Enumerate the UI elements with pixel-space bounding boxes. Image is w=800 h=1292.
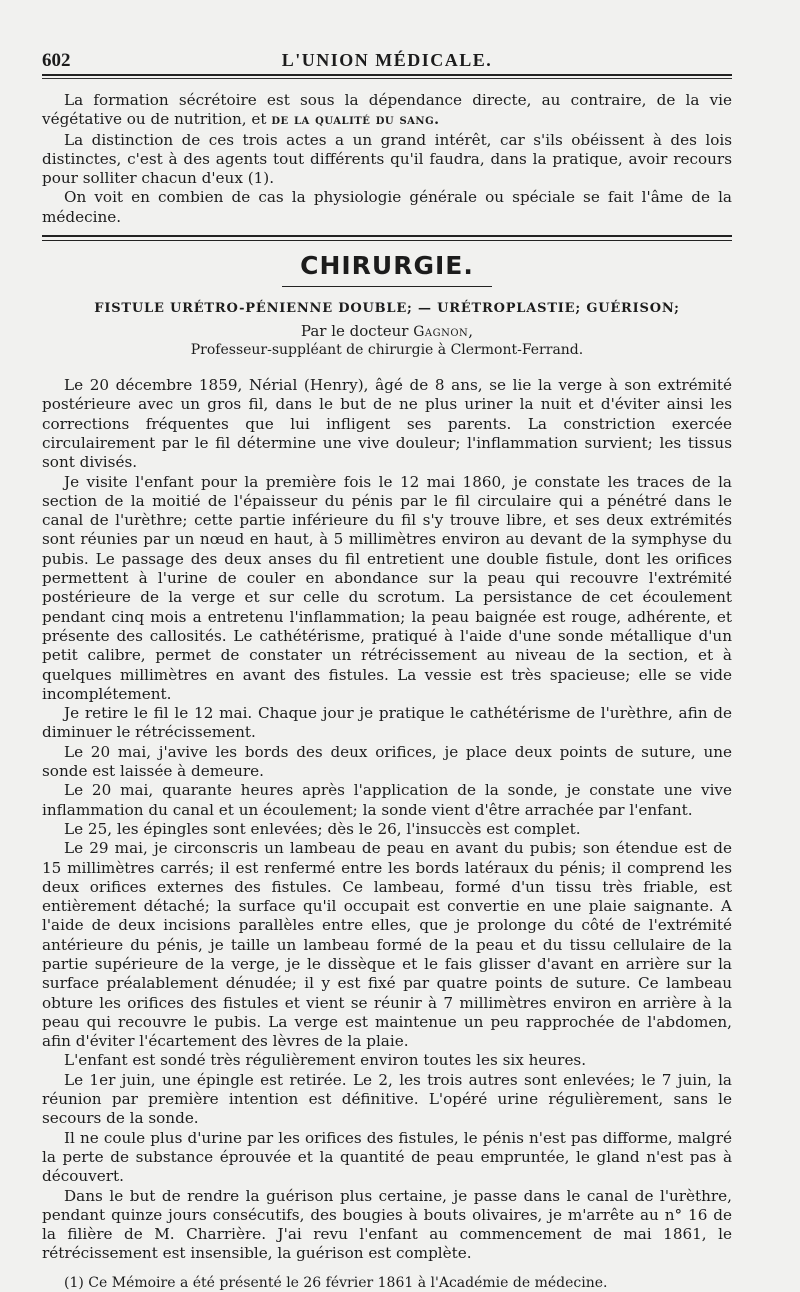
body-paragraph: L'enfant est sondé très régulièrement environ toutes les six heures.: [64, 1051, 587, 1070]
body-paragraph: Je retire le fil le 12 mai. Chaque jour je pratique le cathétérisme de l'urèthre, afin de diminuer le rétrécissement.: [42, 704, 732, 742]
section-title: CHIRURGIE.: [300, 251, 474, 281]
article-title: FISTULE URÉTRO-PÉNIENNE DOUBLE; — URÉTROPLASTIE; GUÉRISON;: [94, 301, 680, 317]
body-paragraph: Le 20 décembre 1859, Nérial (Henry), âgé de 8 ans, se lie la verge à son extrémité postérieure avec un gros fil, dans le but de ne plus uriner la nuit et d'éviter ainsi les corrections fréquentes que lui infligent ses parents. La constriction exercée circulairement par le fil détermine une vive douleur; l'inflammation survient; les tissus sont divisés.: [42, 376, 732, 472]
author-affiliation: Professeur-suppléant de chirurgie à Clermont-Ferrand.: [190, 342, 584, 359]
body-paragraph: Dans le but de rendre la guérison plus certaine, je passe dans le canal de l'urèthre, pendant quinze jours consécutifs, des bougies à bouts olivaires, je m'arrête au n° 16 de la filière de M. Charrière. J'ai revu l'enfant au commencement de mai 1861, le rétrécissement est insensible, la guérison est complète.: [42, 1186, 732, 1263]
body-paragraph: Le 1er juin, une épingle est retirée. Le 2, les trois autres sont enlevées; le 7 juin, la réunion par première intention est définitive. L'opéré urine régulièrement, sans le secours de la sonde.: [42, 1070, 732, 1128]
body-paragraph: Le 29 mai, je circonscris un lambeau de peau en avant du pubis; son étendue est de 15 millimètres carrés; il est renfermé entre les bords latéraux du pénis; il comprend les deux orifices externes des fistules. Ce lambeau, formé d'un tissu très friable, est entièrement détaché; la surface qu'il occupait est convertie en une plaie saignante. A l'aide de deux incisions parallèles entre elles, que je prolonge du côté de l'extrémité antérieure du pénis, je taille un lambeau formé de la peau et du tissu cellulaire de la partie supérieure de la verge, je le dissèque et le fais glisser d'avant en arrière sur la surface préalablement dénudée; il y est fixé par quatre points de suture. Ce lambeau obture les orifices des fistules et vient se réunir à 7 millimètres environ en arrière à la peau qui recouvre le pubis. La verge est maintenue un peu rapprochée de l'abdomen, afin d'éviter l'écartement des lèvres de la plaie.: [42, 839, 732, 1051]
section-rule-thin: [42, 240, 732, 241]
body-paragraph: Je visite l'enfant pour la première fois le 12 mai 1860, je constate les traces de la section de la moitié de l'épaisseur du pénis par le fil circulaire qui a pénétré dans le canal de l'urèthre; cette partie inférieure du fil s'y trouve libre, et ses deux extrémités sont réunies par un nœud en haut, à 5 millimètres environ au devant de la symphyse du pubis. Le passage des deux anses du fil entretient une double fistule, dont les orifices permettent à l'urine de couler en abondance sur la peau qui recouvre l'extrémité postérieure de la verge et sur celle du scrotum. La persistance de cet écoulement pendant cinq mois a entretenu l'inflammation; la peau baignée est rouge, adhérente, et présente des callosités. Le cathétérisme, pratiqué à l'aide d'une sonde métallique d'un petit calibre, permet de constater un rétrécissement au niveau de la section, et à quelques millimètres en avant des fistules. La vessie est très spacieuse; elle se vide incomplétement.: [42, 472, 732, 703]
body-paragraph: Il ne coule plus d'urine par les orifices des fistules, le pénis n'est pas difforme, malgré la perte de substance éprouvée et la quantité de peau empruntée, le gland n'est pas à découvert.: [42, 1128, 732, 1186]
header-rule: [42, 74, 732, 76]
section-rule: [42, 235, 732, 237]
footnote: (1) Ce Mémoire a été présenté le 26 février 1861 à l'Académie de médecine.: [64, 1274, 608, 1291]
body-paragraph: Le 25, les épingles sont enlevées; dès le 26, l'insuccès est complet.: [64, 819, 581, 838]
intro-text: [42, 91, 732, 227]
body-paragraph: Le 20 mai, j'avive les bords des deux orifices, je place deux points de suture, une sonde est laissée à demeure.: [42, 742, 732, 781]
journal-title: L'UNION MÉDICALE.: [281, 50, 493, 70]
author-name: Gagnon: [413, 324, 469, 341]
page-number: 602: [42, 50, 71, 71]
byline: Par le docteur Gagnon,: [300, 322, 474, 341]
header-rule-thin: [42, 78, 732, 79]
running-header: [42, 44, 732, 74]
body-paragraph: Le 20 mai, quarante heures après l'application de la sonde, je constate une vive inflammation du canal et un écoulement; la sonde vient d'être arrachée par l'enfant.: [42, 781, 732, 819]
section-title-underline: [282, 286, 492, 287]
intro-paragraph: La distinction de ces trois actes a un grand intérêt, car s'ils obéissent à des lois distinctes, c'est à des agents tout différents qu'il faudra, dans la pratique, avoir recours pour solliter chacun d'eux (1).: [42, 130, 732, 188]
intro-paragraph: On voit en combien de cas la physiologie générale ou spéciale se fait l'âme de la médecine.: [42, 188, 732, 226]
article-body: [42, 376, 732, 1264]
page: [42, 44, 732, 1292]
intro-paragraph: La formation sécrétoire est sous la dépendance directe, au contraire, de la vie végétative ou de nutrition, et de la qualité du sang.: [42, 91, 732, 129]
smallcaps-phrase: de la qualité du sang.: [271, 112, 440, 129]
